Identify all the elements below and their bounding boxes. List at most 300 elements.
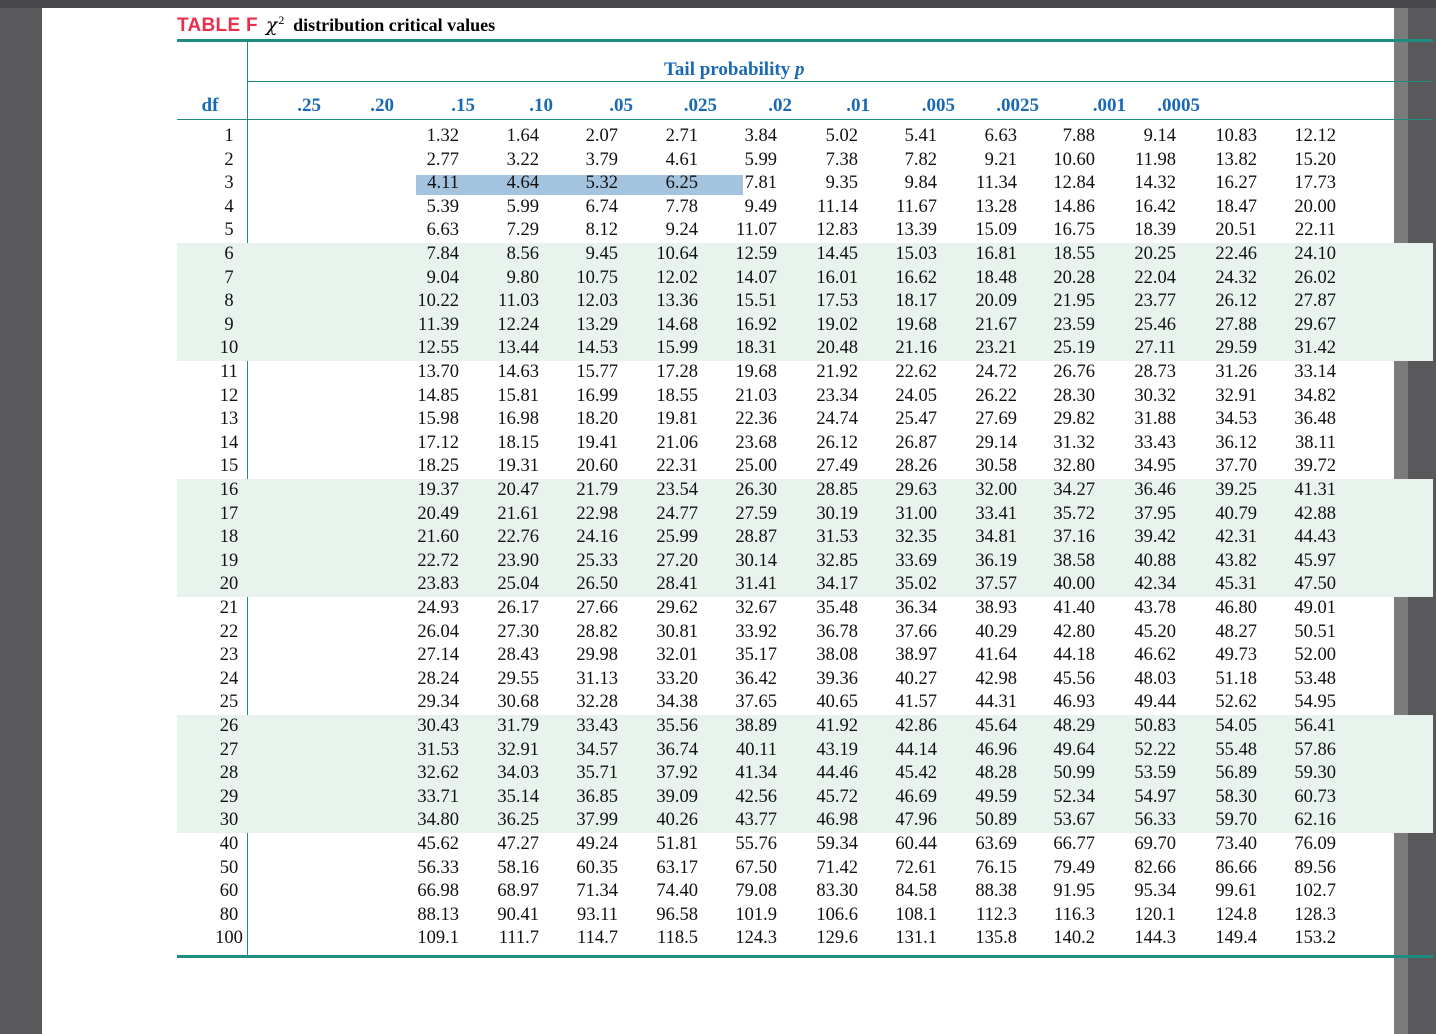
value-cell: 56.41: [1294, 716, 1336, 736]
value-cell: 32.67: [735, 598, 777, 618]
value-cell: 40.88: [1134, 550, 1176, 571]
value-cell: 37.99: [576, 810, 618, 831]
value-cell: 54.97: [1134, 786, 1176, 807]
value-cell: 20.47: [497, 480, 539, 500]
df-cell: 19: [219, 550, 239, 571]
value-cell: 15.77: [576, 362, 618, 382]
df-cell: 80: [219, 904, 239, 925]
value-cell: 30.32: [1134, 385, 1176, 406]
value-cell: 51.18: [1215, 668, 1257, 689]
value-cell: 14.68: [656, 314, 698, 335]
value-cell: 41.34: [735, 763, 777, 784]
value-cell: 32.62: [417, 763, 459, 784]
df-cell: 28: [219, 763, 239, 784]
value-cell: 36.19: [975, 550, 1017, 571]
df-cell: 15: [219, 456, 239, 477]
value-cell: 54.95: [1294, 692, 1336, 713]
table-row: [177, 644, 1407, 668]
value-cell: 8.56: [506, 244, 539, 264]
value-cell: 60.44: [895, 834, 937, 854]
df-cell: 60: [219, 881, 239, 902]
col-header-8: .01: [846, 95, 870, 116]
value-cell: 49.59: [975, 786, 1017, 807]
value-cell: 42.88: [1294, 503, 1336, 524]
table-row: [177, 243, 1407, 267]
value-cell: 26.87: [895, 432, 937, 453]
value-cell: 40.65: [816, 692, 858, 713]
value-cell: 37.66: [895, 621, 937, 642]
value-cell: 9.14: [1143, 126, 1176, 146]
value-cell: 50.51: [1294, 621, 1336, 642]
value-cell: 45.42: [895, 763, 937, 784]
value-cell: 18.17: [895, 291, 937, 312]
value-cell: 6.74: [585, 196, 618, 217]
value-cell: 24.72: [975, 362, 1017, 382]
value-cell: 37.70: [1215, 456, 1257, 477]
value-cell: 12.83: [816, 220, 858, 241]
df-cell: 4: [224, 196, 234, 217]
value-cell: 63.69: [975, 834, 1017, 854]
table-row: [177, 880, 1407, 904]
value-cell: 13.70: [417, 362, 459, 382]
spanner-rule: [248, 81, 1433, 82]
value-cell: 114.7: [577, 928, 618, 949]
value-cell: 49.73: [1215, 645, 1257, 666]
value-cell: 12.03: [576, 291, 618, 312]
value-cell: 30.58: [975, 456, 1017, 477]
value-cell: 41.57: [895, 692, 937, 713]
value-cell: 27.87: [1294, 291, 1336, 312]
value-cell: 23.21: [975, 338, 1017, 359]
value-cell: 45.72: [816, 786, 858, 807]
value-cell: 36.42: [735, 668, 777, 689]
value-cell: 96.58: [656, 904, 698, 925]
value-cell: 26.22: [975, 385, 1017, 406]
value-cell: 10.75: [576, 267, 618, 288]
value-cell: 45.20: [1134, 621, 1176, 642]
value-cell: 33.20: [656, 668, 698, 689]
df-cell: 11: [220, 362, 238, 382]
value-cell: 50.83: [1134, 716, 1176, 736]
value-cell: 15.98: [417, 409, 459, 430]
df-cell: 8: [224, 291, 234, 312]
value-cell: 56.33: [417, 857, 459, 878]
value-cell: 44.14: [895, 739, 937, 760]
value-cell: 5.41: [904, 126, 937, 146]
value-cell: 27.88: [1215, 314, 1257, 335]
value-cell: 38.97: [895, 645, 937, 666]
df-cell: 1: [224, 126, 234, 146]
value-cell: 28.30: [1053, 385, 1095, 406]
value-cell: 16.42: [1134, 196, 1176, 217]
value-cell: 62.16: [1294, 810, 1336, 831]
value-cell: 22.36: [735, 409, 777, 430]
df-cell: 7: [224, 267, 234, 288]
col-header-1: .25: [297, 95, 321, 116]
value-cell: 43.78: [1134, 598, 1176, 618]
value-cell: 35.17: [735, 645, 777, 666]
value-cell: 30.81: [656, 621, 698, 642]
value-cell: 7.84: [426, 244, 459, 264]
value-cell: 39.36: [816, 668, 858, 689]
value-cell: 7.82: [904, 149, 937, 170]
value-cell: 15.81: [497, 385, 539, 406]
table-row: [177, 668, 1407, 692]
value-cell: 42.98: [975, 668, 1017, 689]
value-cell: 57.86: [1294, 739, 1336, 760]
value-cell: 24.10: [1294, 244, 1336, 264]
value-cell: 22.72: [417, 550, 459, 571]
value-cell: 19.37: [417, 480, 459, 500]
value-cell: 42.31: [1215, 527, 1257, 548]
table-row: [177, 503, 1407, 527]
value-cell: 17.12: [417, 432, 459, 453]
value-cell: 48.27: [1215, 621, 1257, 642]
value-cell: 14.85: [417, 385, 459, 406]
value-cell: 11.07: [736, 220, 777, 241]
value-cell: 28.41: [656, 574, 698, 595]
value-cell: 13.44: [497, 338, 539, 359]
value-cell: 10.60: [1053, 149, 1095, 170]
value-cell: 36.34: [895, 598, 937, 618]
value-cell: 46.93: [1053, 692, 1095, 713]
value-cell: 25.04: [497, 574, 539, 595]
value-cell: 33.43: [1134, 432, 1176, 453]
value-cell: 20.60: [576, 456, 618, 477]
value-cell: 34.27: [1053, 480, 1095, 500]
value-cell: 106.6: [816, 904, 858, 925]
value-cell: 22.98: [576, 503, 618, 524]
value-cell: 18.48: [975, 267, 1017, 288]
value-cell: 55.48: [1215, 739, 1257, 760]
value-cell: 36.12: [1215, 432, 1257, 453]
table-row: [177, 786, 1407, 810]
value-cell: 11.98: [1135, 149, 1176, 170]
value-cell: 24.05: [895, 385, 937, 406]
col-header-9: .005: [921, 95, 955, 116]
value-cell: 46.98: [816, 810, 858, 831]
value-cell: 34.95: [1134, 456, 1176, 477]
value-cell: 56.89: [1215, 763, 1257, 784]
value-cell: 33.69: [895, 550, 937, 571]
value-cell: 49.01: [1294, 598, 1336, 618]
value-cell: 29.14: [975, 432, 1017, 453]
value-cell: 4.61: [665, 149, 698, 170]
value-cell: 39.72: [1294, 456, 1336, 477]
df-cell: 26: [219, 716, 239, 736]
value-cell: 37.92: [656, 763, 698, 784]
value-cell: 27.11: [1135, 338, 1176, 359]
df-cell: 40: [219, 834, 239, 854]
table-row: [177, 857, 1407, 881]
value-cell: 2.07: [585, 126, 618, 146]
value-cell: 14.07: [735, 267, 777, 288]
value-cell: 93.11: [577, 904, 618, 925]
value-cell: 40.27: [895, 668, 937, 689]
value-cell: 35.02: [895, 574, 937, 595]
value-cell: 124.8: [1215, 904, 1257, 925]
value-cell: 36.78: [816, 621, 858, 642]
value-cell: 18.39: [1134, 220, 1176, 241]
value-cell: 19.81: [656, 409, 698, 430]
value-cell: 88.38: [975, 881, 1017, 902]
value-cell: 14.86: [1053, 196, 1095, 217]
value-cell: 47.27: [497, 834, 539, 854]
value-cell: 52.00: [1294, 645, 1336, 666]
value-cell: 32.01: [656, 645, 698, 666]
value-cell: 6.63: [984, 126, 1017, 146]
value-cell: 31.13: [576, 668, 618, 689]
value-cell: 4.64: [506, 173, 539, 194]
value-cell: 12.84: [1053, 173, 1095, 194]
value-cell: 38.11: [1295, 432, 1336, 453]
value-cell: 13.28: [975, 196, 1017, 217]
value-cell: 4.11: [427, 173, 459, 194]
value-cell: 21.16: [895, 338, 937, 359]
value-cell: 9.04: [426, 267, 459, 288]
value-cell: 12.59: [735, 244, 777, 264]
value-cell: 31.00: [895, 503, 937, 524]
value-cell: 59.70: [1215, 810, 1257, 831]
value-cell: 16.98: [497, 409, 539, 430]
value-cell: 29.98: [576, 645, 618, 666]
value-cell: 42.86: [895, 716, 937, 736]
value-cell: 83.30: [816, 881, 858, 902]
value-cell: 13.39: [895, 220, 937, 241]
value-cell: 42.80: [1053, 621, 1095, 642]
value-cell: 41.31: [1294, 480, 1336, 500]
col-header-12: .0005: [1157, 95, 1200, 116]
value-cell: 31.32: [1053, 432, 1095, 453]
value-cell: 79.49: [1053, 857, 1095, 878]
document-page: [42, 8, 1394, 1034]
value-cell: 39.42: [1134, 527, 1176, 548]
value-cell: 54.05: [1215, 716, 1257, 736]
value-cell: 52.62: [1215, 692, 1257, 713]
value-cell: 91.95: [1053, 881, 1095, 902]
value-cell: 26.04: [417, 621, 459, 642]
value-cell: 112.3: [976, 904, 1017, 925]
table-row: [177, 432, 1407, 456]
value-cell: 7.29: [506, 220, 539, 241]
value-cell: 10.22: [417, 291, 459, 312]
value-cell: 19.68: [735, 362, 777, 382]
table-row: [177, 267, 1407, 291]
value-cell: 27.30: [497, 621, 539, 642]
value-cell: 59.34: [816, 834, 858, 854]
value-cell: 38.89: [735, 716, 777, 736]
value-cell: 30.14: [735, 550, 777, 571]
df-cell: 12: [219, 385, 239, 406]
value-cell: 15.20: [1294, 149, 1336, 170]
value-cell: 25.99: [656, 527, 698, 548]
value-cell: 23.68: [735, 432, 777, 453]
df-cell: 29: [219, 786, 239, 807]
value-cell: 9.45: [585, 244, 618, 264]
value-cell: 28.82: [576, 621, 618, 642]
table-row: [177, 691, 1407, 715]
value-cell: 9.84: [904, 173, 937, 194]
value-cell: 28.43: [497, 645, 539, 666]
value-cell: 24.74: [816, 409, 858, 430]
value-cell: 16.92: [735, 314, 777, 335]
value-cell: 20.28: [1053, 267, 1095, 288]
value-cell: 39.25: [1215, 480, 1257, 500]
value-cell: 49.64: [1053, 739, 1095, 760]
table-row: [177, 526, 1407, 550]
table-row: [177, 573, 1407, 597]
value-cell: 18.47: [1215, 196, 1257, 217]
value-cell: 29.55: [497, 668, 539, 689]
value-cell: 40.11: [736, 739, 777, 760]
value-cell: 18.25: [417, 456, 459, 477]
table-row: [177, 290, 1407, 314]
value-cell: 23.54: [656, 480, 698, 500]
value-cell: 36.85: [576, 786, 618, 807]
value-cell: 25.47: [895, 409, 937, 430]
value-cell: 3.22: [506, 149, 539, 170]
value-cell: 24.93: [417, 598, 459, 618]
value-cell: 31.88: [1134, 409, 1176, 430]
value-cell: 25.33: [576, 550, 618, 571]
value-cell: 33.71: [417, 786, 459, 807]
value-cell: 37.95: [1134, 503, 1176, 524]
value-cell: 18.20: [576, 409, 618, 430]
chi-symbol: χ: [265, 14, 278, 36]
value-cell: 11.34: [976, 173, 1017, 194]
col-header-2: .20: [370, 95, 394, 116]
table-title-text: distribution critical values: [293, 15, 496, 35]
value-cell: 32.80: [1053, 456, 1095, 477]
value-cell: 18.55: [656, 385, 698, 406]
table-row: [177, 904, 1407, 928]
value-cell: 17.28: [656, 362, 698, 382]
value-cell: 46.96: [975, 739, 1017, 760]
value-cell: 10.83: [1215, 126, 1257, 146]
table-row: [177, 385, 1407, 409]
value-cell: 58.30: [1215, 786, 1257, 807]
value-cell: 9.80: [506, 267, 539, 288]
value-cell: 30.68: [497, 692, 539, 713]
value-cell: 14.63: [497, 362, 539, 382]
df-column-header: df: [201, 95, 219, 116]
value-cell: 128.3: [1294, 904, 1336, 925]
value-cell: 3.79: [585, 149, 618, 170]
value-cell: 32.85: [816, 550, 858, 571]
table-row: [177, 927, 1407, 951]
col-header-4: .10: [529, 95, 553, 116]
df-cell: 30: [219, 810, 239, 831]
value-cell: 27.66: [576, 598, 618, 618]
value-cell: 33.41: [975, 503, 1017, 524]
table-row: [177, 715, 1407, 739]
value-cell: 29.63: [895, 480, 937, 500]
value-cell: 16.81: [975, 244, 1017, 264]
value-cell: 6.63: [426, 220, 459, 241]
value-cell: 19.68: [895, 314, 937, 335]
value-cell: 34.57: [576, 739, 618, 760]
value-cell: 9.49: [744, 196, 777, 217]
value-cell: 45.97: [1294, 550, 1336, 571]
value-cell: 44.18: [1053, 645, 1095, 666]
table-row: [177, 621, 1407, 645]
value-cell: 30.43: [417, 716, 459, 736]
value-cell: 50.89: [975, 810, 1017, 831]
value-cell: 42.34: [1134, 574, 1176, 595]
value-cell: 20.49: [417, 503, 459, 524]
value-cell: 89.56: [1294, 857, 1336, 878]
value-cell: 55.76: [735, 834, 777, 854]
table-row: [177, 172, 1407, 196]
value-cell: 27.14: [417, 645, 459, 666]
value-cell: 7.88: [1062, 126, 1095, 146]
value-cell: 30.19: [816, 503, 858, 524]
value-cell: 14.32: [1134, 173, 1176, 194]
value-cell: 45.31: [1215, 574, 1257, 595]
df-cell: 18: [219, 527, 239, 548]
value-cell: 45.56: [1053, 668, 1095, 689]
value-cell: 88.13: [417, 904, 459, 925]
value-cell: 39.09: [656, 786, 698, 807]
value-cell: 29.34: [417, 692, 459, 713]
df-cell: 27: [219, 739, 239, 760]
value-cell: 21.03: [735, 385, 777, 406]
value-cell: 16.99: [576, 385, 618, 406]
df-cell: 25: [219, 692, 239, 713]
value-cell: 26.12: [1215, 291, 1257, 312]
value-cell: 22.11: [1295, 220, 1336, 241]
value-cell: 5.02: [825, 126, 858, 146]
table-row: [177, 408, 1407, 432]
tail-probability-header: [664, 58, 804, 82]
value-cell: 44.46: [816, 763, 858, 784]
value-cell: 26.76: [1053, 362, 1095, 382]
value-cell: 15.09: [975, 220, 1017, 241]
value-cell: 31.41: [735, 574, 777, 595]
value-cell: 20.48: [816, 338, 858, 359]
value-cell: 15.03: [895, 244, 937, 264]
value-cell: 13.82: [1215, 149, 1257, 170]
value-cell: 28.73: [1134, 362, 1176, 382]
value-cell: 28.24: [417, 668, 459, 689]
value-cell: 41.40: [1053, 598, 1095, 618]
value-cell: 7.81: [744, 173, 777, 194]
df-cell: 2: [224, 149, 234, 170]
value-cell: 29.62: [656, 598, 698, 618]
value-cell: 144.3: [1134, 928, 1176, 949]
value-cell: 32.00: [975, 480, 1017, 500]
value-cell: 12.12: [1294, 126, 1336, 146]
value-cell: 40.79: [1215, 503, 1257, 524]
value-cell: 36.74: [656, 739, 698, 760]
table-row: [177, 809, 1407, 833]
value-cell: 60.35: [576, 857, 618, 878]
value-cell: 90.41: [497, 904, 539, 925]
value-cell: 40.00: [1053, 574, 1095, 595]
table-row: [177, 455, 1407, 479]
value-cell: 52.34: [1053, 786, 1095, 807]
df-cell: 21: [219, 598, 239, 618]
value-cell: 34.38: [656, 692, 698, 713]
table-row: [177, 125, 1407, 149]
df-cell: 100: [215, 928, 243, 949]
value-cell: 27.69: [975, 409, 1017, 430]
value-cell: 140.2: [1053, 928, 1095, 949]
value-cell: 34.81: [975, 527, 1017, 548]
col-header-7: .02: [768, 95, 792, 116]
value-cell: 34.80: [417, 810, 459, 831]
table-row: [177, 597, 1407, 621]
